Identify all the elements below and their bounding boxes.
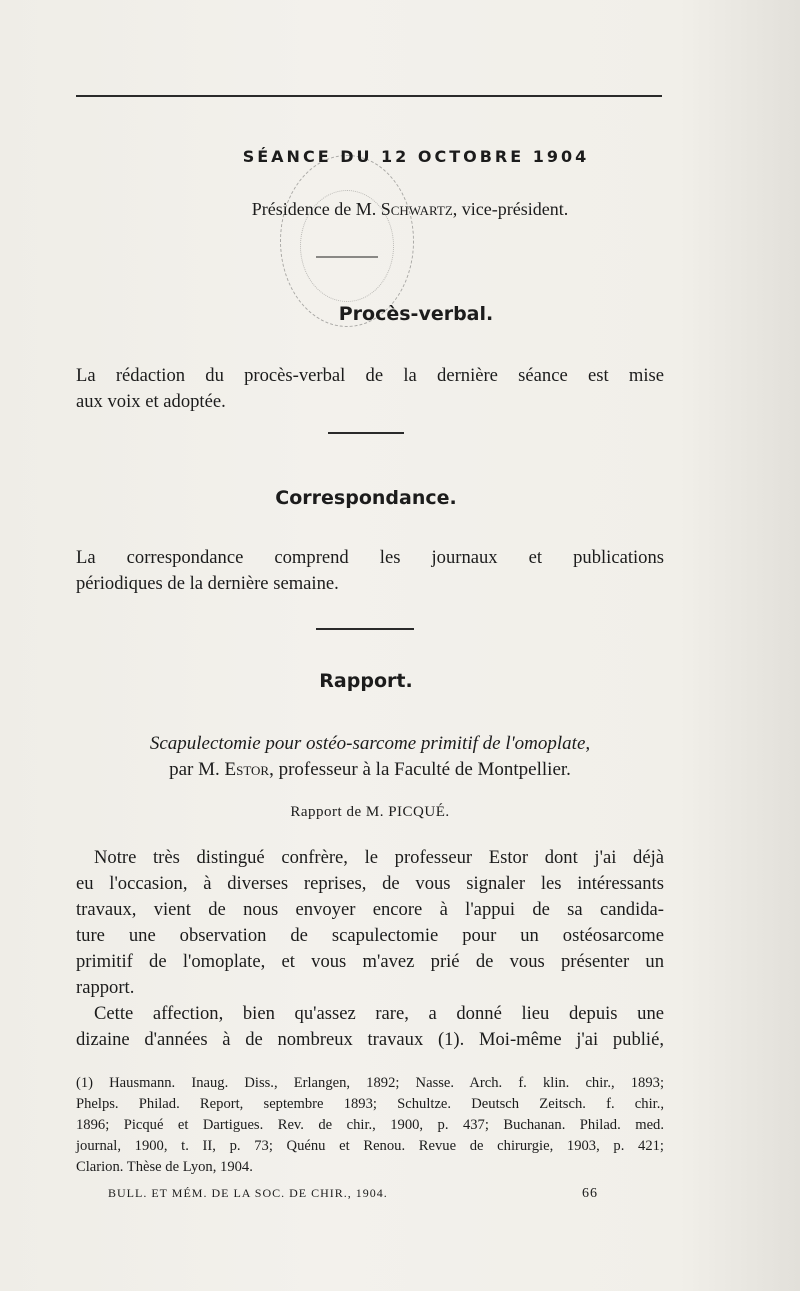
proces-verbal-heading: Procès-verbal. bbox=[338, 303, 494, 325]
footnote-line: (1) Hausmann. Inaug. Diss., Erlangen, 1892; Nasse. Arch. f. klin. chir., 1893; bbox=[76, 1075, 664, 1091]
correspondance-text bbox=[76, 545, 664, 597]
footnote bbox=[76, 1073, 664, 1178]
rapport-paragraph-2 bbox=[76, 1001, 664, 1053]
text-line: dizaine d'années à de nombreux travaux (1). Moi-même j'ai publié, bbox=[76, 1029, 664, 1050]
text-line: La rédaction du procès-verbal de la dernière séance est mise bbox=[76, 365, 664, 386]
rapport-title bbox=[76, 731, 664, 783]
presidence-name: Schwartz bbox=[380, 199, 453, 219]
separator-rule bbox=[328, 432, 404, 434]
footnote-line: Clarion. Thèse de Lyon, 1904. bbox=[76, 1159, 253, 1175]
text-line: Notre très distingué confrère, le professeur Estor dont j'ai déjà bbox=[94, 847, 664, 868]
text-line: primitif de l'omoplate, et vous m'avez prié de vous présenter un bbox=[76, 951, 664, 972]
text-line: périodiques de la dernière semaine. bbox=[76, 573, 339, 594]
text-line: rapport. bbox=[76, 977, 135, 998]
author-prefix: par M. bbox=[169, 759, 225, 780]
separator-rule bbox=[316, 628, 414, 630]
rapport-title-italic: Scapulectomie pour ostéo-sarcome primitif de l'omoplate, bbox=[149, 733, 591, 754]
page-footer bbox=[108, 1186, 598, 1201]
author-name: Estor bbox=[224, 759, 270, 780]
page-number: 66 bbox=[582, 1186, 598, 1201]
text-line: La correspondance comprend les journaux et publications bbox=[76, 547, 664, 568]
footnote-line: Phelps. Philad. Report, septembre 1893; Schultze. Deutsch Zeitsch. f. chir., bbox=[76, 1096, 664, 1112]
text-line: travaux, vient de nous envoyer encore à l'appui de sa candida- bbox=[76, 899, 664, 920]
text-line: eu l'occasion, à diverses reprises, de vous signaler les intéressants bbox=[76, 873, 664, 894]
top-rule bbox=[76, 95, 662, 97]
footer-journal: BULL. ET MÉM. DE LA SOC. DE CHIR., 1904. bbox=[108, 1186, 388, 1200]
text-line: aux voix et adoptée. bbox=[76, 391, 226, 412]
text-line: Cette affection, bien qu'assez rare, a donné lieu depuis une bbox=[94, 1003, 664, 1024]
seance-title: SÉANCE DU 12 OCTOBRE 1904 bbox=[242, 147, 590, 166]
rapport-paragraph-1 bbox=[76, 845, 664, 1001]
footnote-line: 1896; Picqué et Dartigues. Rev. de chir., 1900, p. 437; Buchanan. Philad. med. bbox=[76, 1117, 664, 1133]
presidence-suffix: , vice-président. bbox=[452, 199, 569, 219]
footnote-line: journal, 1900, t. II, p. 73; Quénu et Renou. Revue de chirurgie, 1903, p. 421; bbox=[76, 1138, 664, 1154]
rapport-title-author bbox=[76, 757, 664, 783]
rapport-de: Rapport de M. PICQUÉ. bbox=[290, 804, 450, 820]
presidence-line bbox=[90, 199, 730, 220]
author-suffix: , professeur à la Faculté de Montpellier. bbox=[269, 759, 571, 780]
rapport-heading: Rapport. bbox=[319, 670, 413, 692]
proces-verbal-text bbox=[76, 363, 664, 415]
correspondance-heading: Correspondance. bbox=[275, 487, 457, 509]
library-stamp-line bbox=[316, 256, 378, 258]
presidence-prefix: Présidence de M. bbox=[251, 199, 381, 219]
text-line: ture une observation de scapulectomie pour un ostéosarcome bbox=[76, 925, 664, 946]
